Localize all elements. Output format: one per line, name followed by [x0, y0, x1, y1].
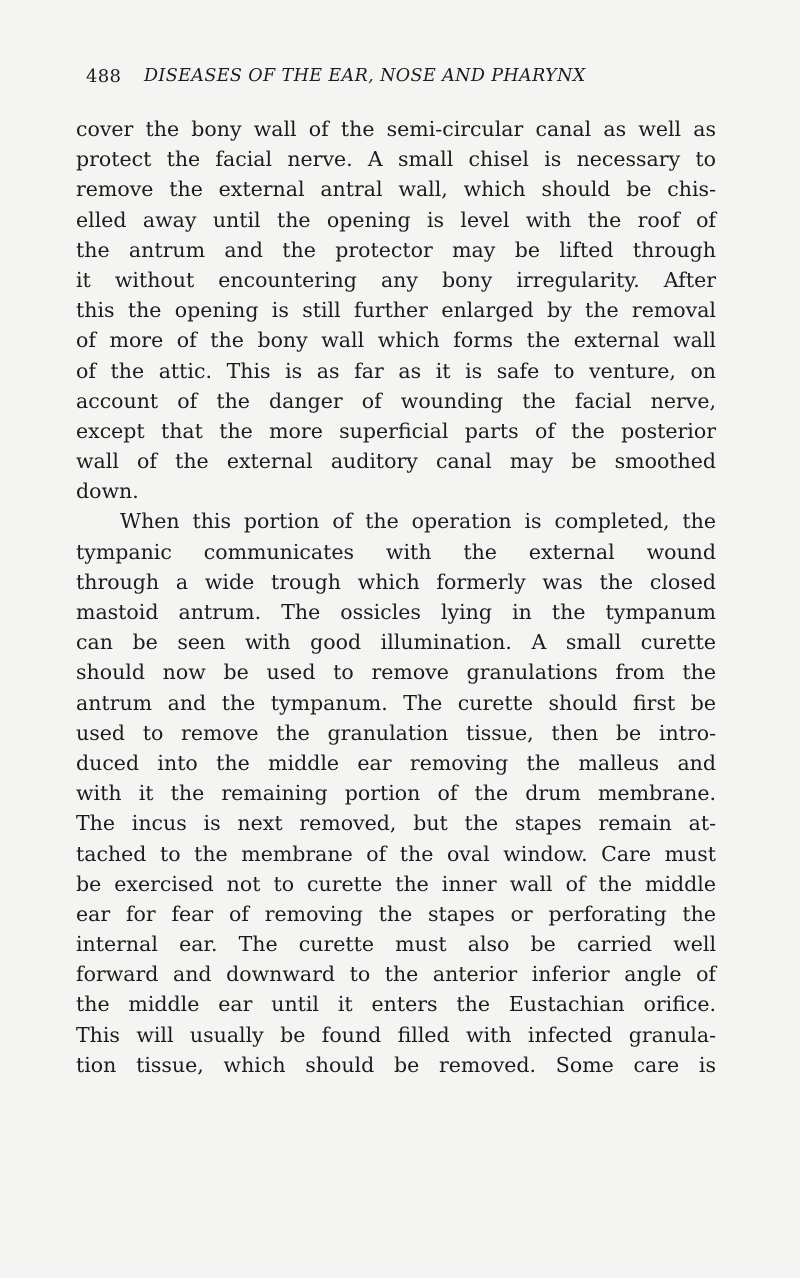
paragraph-2: [76, 506, 716, 1080]
text-line: antrum and the tympanum. The curette should first be: [76, 690, 716, 715]
text-line: forward and downward to the anterior inferior angle of: [76, 962, 716, 987]
paragraph-1: [76, 114, 716, 506]
text-line: the middle ear until it enters the Eustachian orifice.: [76, 992, 716, 1017]
text-line: remove the external antral wall, which should be chis-: [76, 177, 716, 202]
text-line: protect the facial nerve. A small chisel is necessary to: [76, 147, 716, 172]
text-line: used to remove the granulation tissue, then be intro-: [76, 720, 716, 745]
text-line: tion tissue, which should be removed. Some care is: [76, 1052, 716, 1077]
text-line: of the attic. This is as far as it is safe to venture, on: [76, 358, 716, 383]
text-line: this the opening is still further enlarged by the removal: [76, 298, 716, 323]
text-line: be exercised not to curette the inner wall of the middle: [76, 871, 716, 896]
page-number: 488: [86, 66, 122, 87]
text-line: The incus is next removed, but the stapes remain at-: [76, 811, 716, 836]
text-line: of more of the bony wall which forms the external wall: [76, 328, 716, 353]
text-line: down.: [76, 479, 139, 504]
text-line: tached to the membrane of the oval window. Care must: [76, 841, 716, 866]
text-line: tympanic communicates with the external wound: [76, 539, 716, 564]
running-head: [86, 66, 706, 96]
text-line: it without encountering any bony irregularity. After: [76, 267, 716, 292]
text-line: internal ear. The curette must also be carried well: [76, 932, 716, 957]
text-line: the antrum and the protector may be lifted through: [76, 237, 716, 262]
text-line: ear for fear of removing the stapes or perforating the: [76, 901, 716, 926]
text-line: through a wide trough which formerly was the closed: [76, 569, 716, 594]
text-line: When this portion of the operation is completed, the: [120, 509, 716, 534]
text-line: This will usually be found filled with infected granula-: [76, 1022, 716, 1047]
text-line: elled away until the opening is level with the roof of: [76, 207, 716, 232]
text-line: wall of the external auditory canal may be smoothed: [76, 449, 716, 474]
text-line: except that the more superficial parts of the posterior: [76, 418, 716, 443]
body-text: [76, 114, 716, 1080]
text-line: with it the remaining portion of the drum membrane.: [76, 781, 716, 806]
text-line: cover the bony wall of the semi-circular canal as well as: [76, 117, 716, 141]
text-line: can be seen with good illumination. A small curette: [76, 630, 716, 655]
text-line: account of the danger of wounding the facial nerve,: [76, 388, 716, 413]
running-head-title: DISEASES OF THE EAR, NOSE AND PHARYNX: [144, 66, 586, 86]
text-line: duced into the middle ear removing the malleus and: [76, 750, 716, 775]
text-line: should now be used to remove granulations from the: [76, 660, 716, 685]
text-line: mastoid antrum. The ossicles lying in the tympanum: [76, 600, 716, 624]
